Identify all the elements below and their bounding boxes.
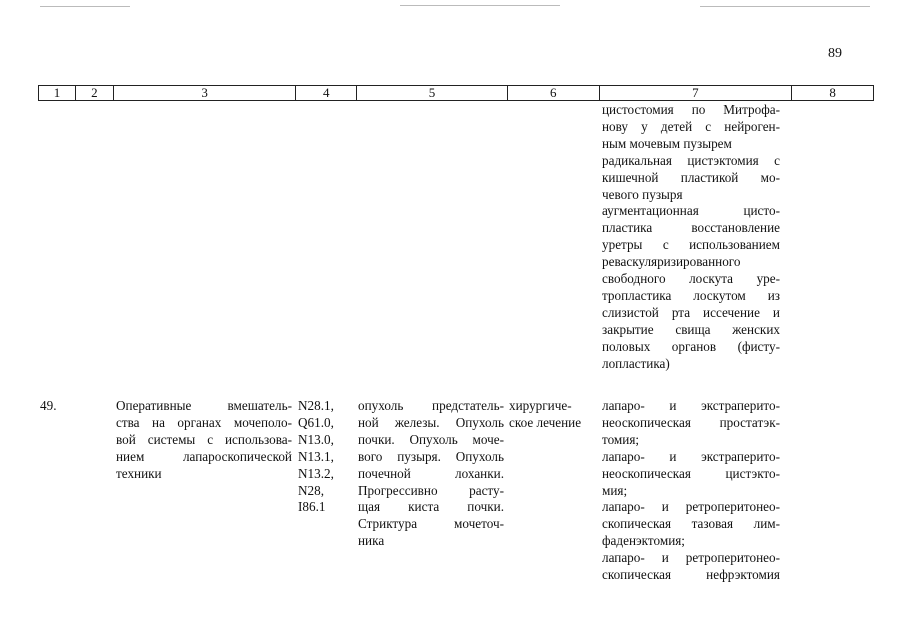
- row-49-col6-treatment-type: [509, 398, 599, 432]
- scan-artifact: [400, 5, 560, 6]
- text-line: нову у детей с нейроген-: [602, 118, 780, 134]
- text-line: неоскопическая простатэк-: [602, 414, 780, 430]
- header-col-3: 3: [114, 86, 297, 100]
- text-line: уретры с использованием: [602, 237, 780, 253]
- text-line: скопическая нефрэктомия: [602, 567, 780, 583]
- text-line: ника: [358, 533, 385, 549]
- text-line: лапаро- и ретроперитонео-: [602, 499, 780, 515]
- text-line: радикальная цистэктомия с: [602, 152, 780, 168]
- text-line: чевого пузыря: [602, 186, 683, 202]
- text-line: томия;: [602, 431, 640, 447]
- text-line: лапаро- и экстраперито-: [602, 448, 780, 464]
- text-line: лапаро- и ретроперитонео-: [602, 550, 780, 566]
- text-line: лопластика): [602, 355, 670, 371]
- continued-row-col7: [602, 102, 780, 373]
- text-line: Оперативные вмешатель-: [116, 398, 292, 413]
- row-49-col5-diagnosis: [358, 398, 504, 550]
- scan-artifact: [700, 6, 870, 7]
- row-49-col7-methods: [602, 398, 780, 584]
- header-col-7: 7: [600, 86, 793, 100]
- text-line: ское лечение: [509, 414, 582, 430]
- text-line: N13.0,: [298, 431, 334, 447]
- text-line: N13.1,: [298, 448, 334, 464]
- header-col-4: 4: [296, 86, 357, 100]
- text-line: опухоль предстатель-: [358, 398, 504, 413]
- text-line: щая киста почки.: [358, 499, 504, 515]
- text-line: пластика восстановление: [602, 220, 780, 236]
- text-line: скопическая тазовая лим-: [602, 516, 780, 532]
- text-line: тропластика лоскутом из: [602, 287, 780, 303]
- text-line: свободного лоскута уре-: [602, 271, 780, 287]
- text-line: аугментационная цисто-: [602, 203, 780, 219]
- text-line: хирургиче-: [509, 398, 572, 413]
- row-49-col3-description: [116, 398, 292, 483]
- text-line: Q61.0,: [298, 414, 334, 430]
- header-col-2: 2: [76, 86, 114, 100]
- scan-artifact: [40, 6, 130, 7]
- text-line: реваскуляризированного: [602, 254, 741, 270]
- text-line: ной железы. Опухоль: [358, 414, 504, 430]
- table-header-row: [38, 85, 874, 101]
- text-line: I86.1: [298, 499, 326, 515]
- text-line: ства на органах мочеполо-: [116, 414, 292, 430]
- text-line: техники: [116, 465, 162, 481]
- text-line: почки. Опухоль моче-: [358, 431, 504, 447]
- text-line: нием лапароскопической: [116, 448, 292, 464]
- row-49-number: 49.: [40, 398, 57, 413]
- text-line: неоскопическая цистэкто-: [602, 465, 780, 481]
- text-line: мия;: [602, 482, 628, 498]
- text-line: половых органов (фисту-: [602, 338, 780, 354]
- row-49-col4-codes: [298, 398, 354, 516]
- page-number: 89: [828, 46, 842, 61]
- text-line: слизистой рта иссечение и: [602, 304, 780, 320]
- header-col-8: 8: [829, 85, 836, 100]
- text-line: вого пузыря. Опухоль: [358, 448, 504, 464]
- text-line: N28.1,: [298, 398, 334, 413]
- text-line: Стриктура мочеточ-: [358, 516, 504, 532]
- text-line: закрытие свища женских: [602, 321, 780, 337]
- text-line: кишечной пластикой мо-: [602, 169, 780, 185]
- text-line: Прогрессивно расту-: [358, 482, 504, 498]
- text-line: N28,: [298, 482, 325, 498]
- text-line: фаденэктомия;: [602, 533, 685, 549]
- text-line: почечной лоханки.: [358, 465, 504, 481]
- header-col-5: 5: [357, 86, 508, 100]
- text-line: лапаро- и экстраперито-: [602, 398, 780, 413]
- header-col-6: 6: [508, 86, 600, 100]
- text-line: цистостомия по Митрофа-: [602, 102, 780, 117]
- text-line: N13.2,: [298, 465, 334, 481]
- text-line: ным мочевым пузырем: [602, 135, 732, 151]
- header-col-1: 1: [39, 86, 76, 100]
- text-line: вой системы с использова-: [116, 431, 292, 447]
